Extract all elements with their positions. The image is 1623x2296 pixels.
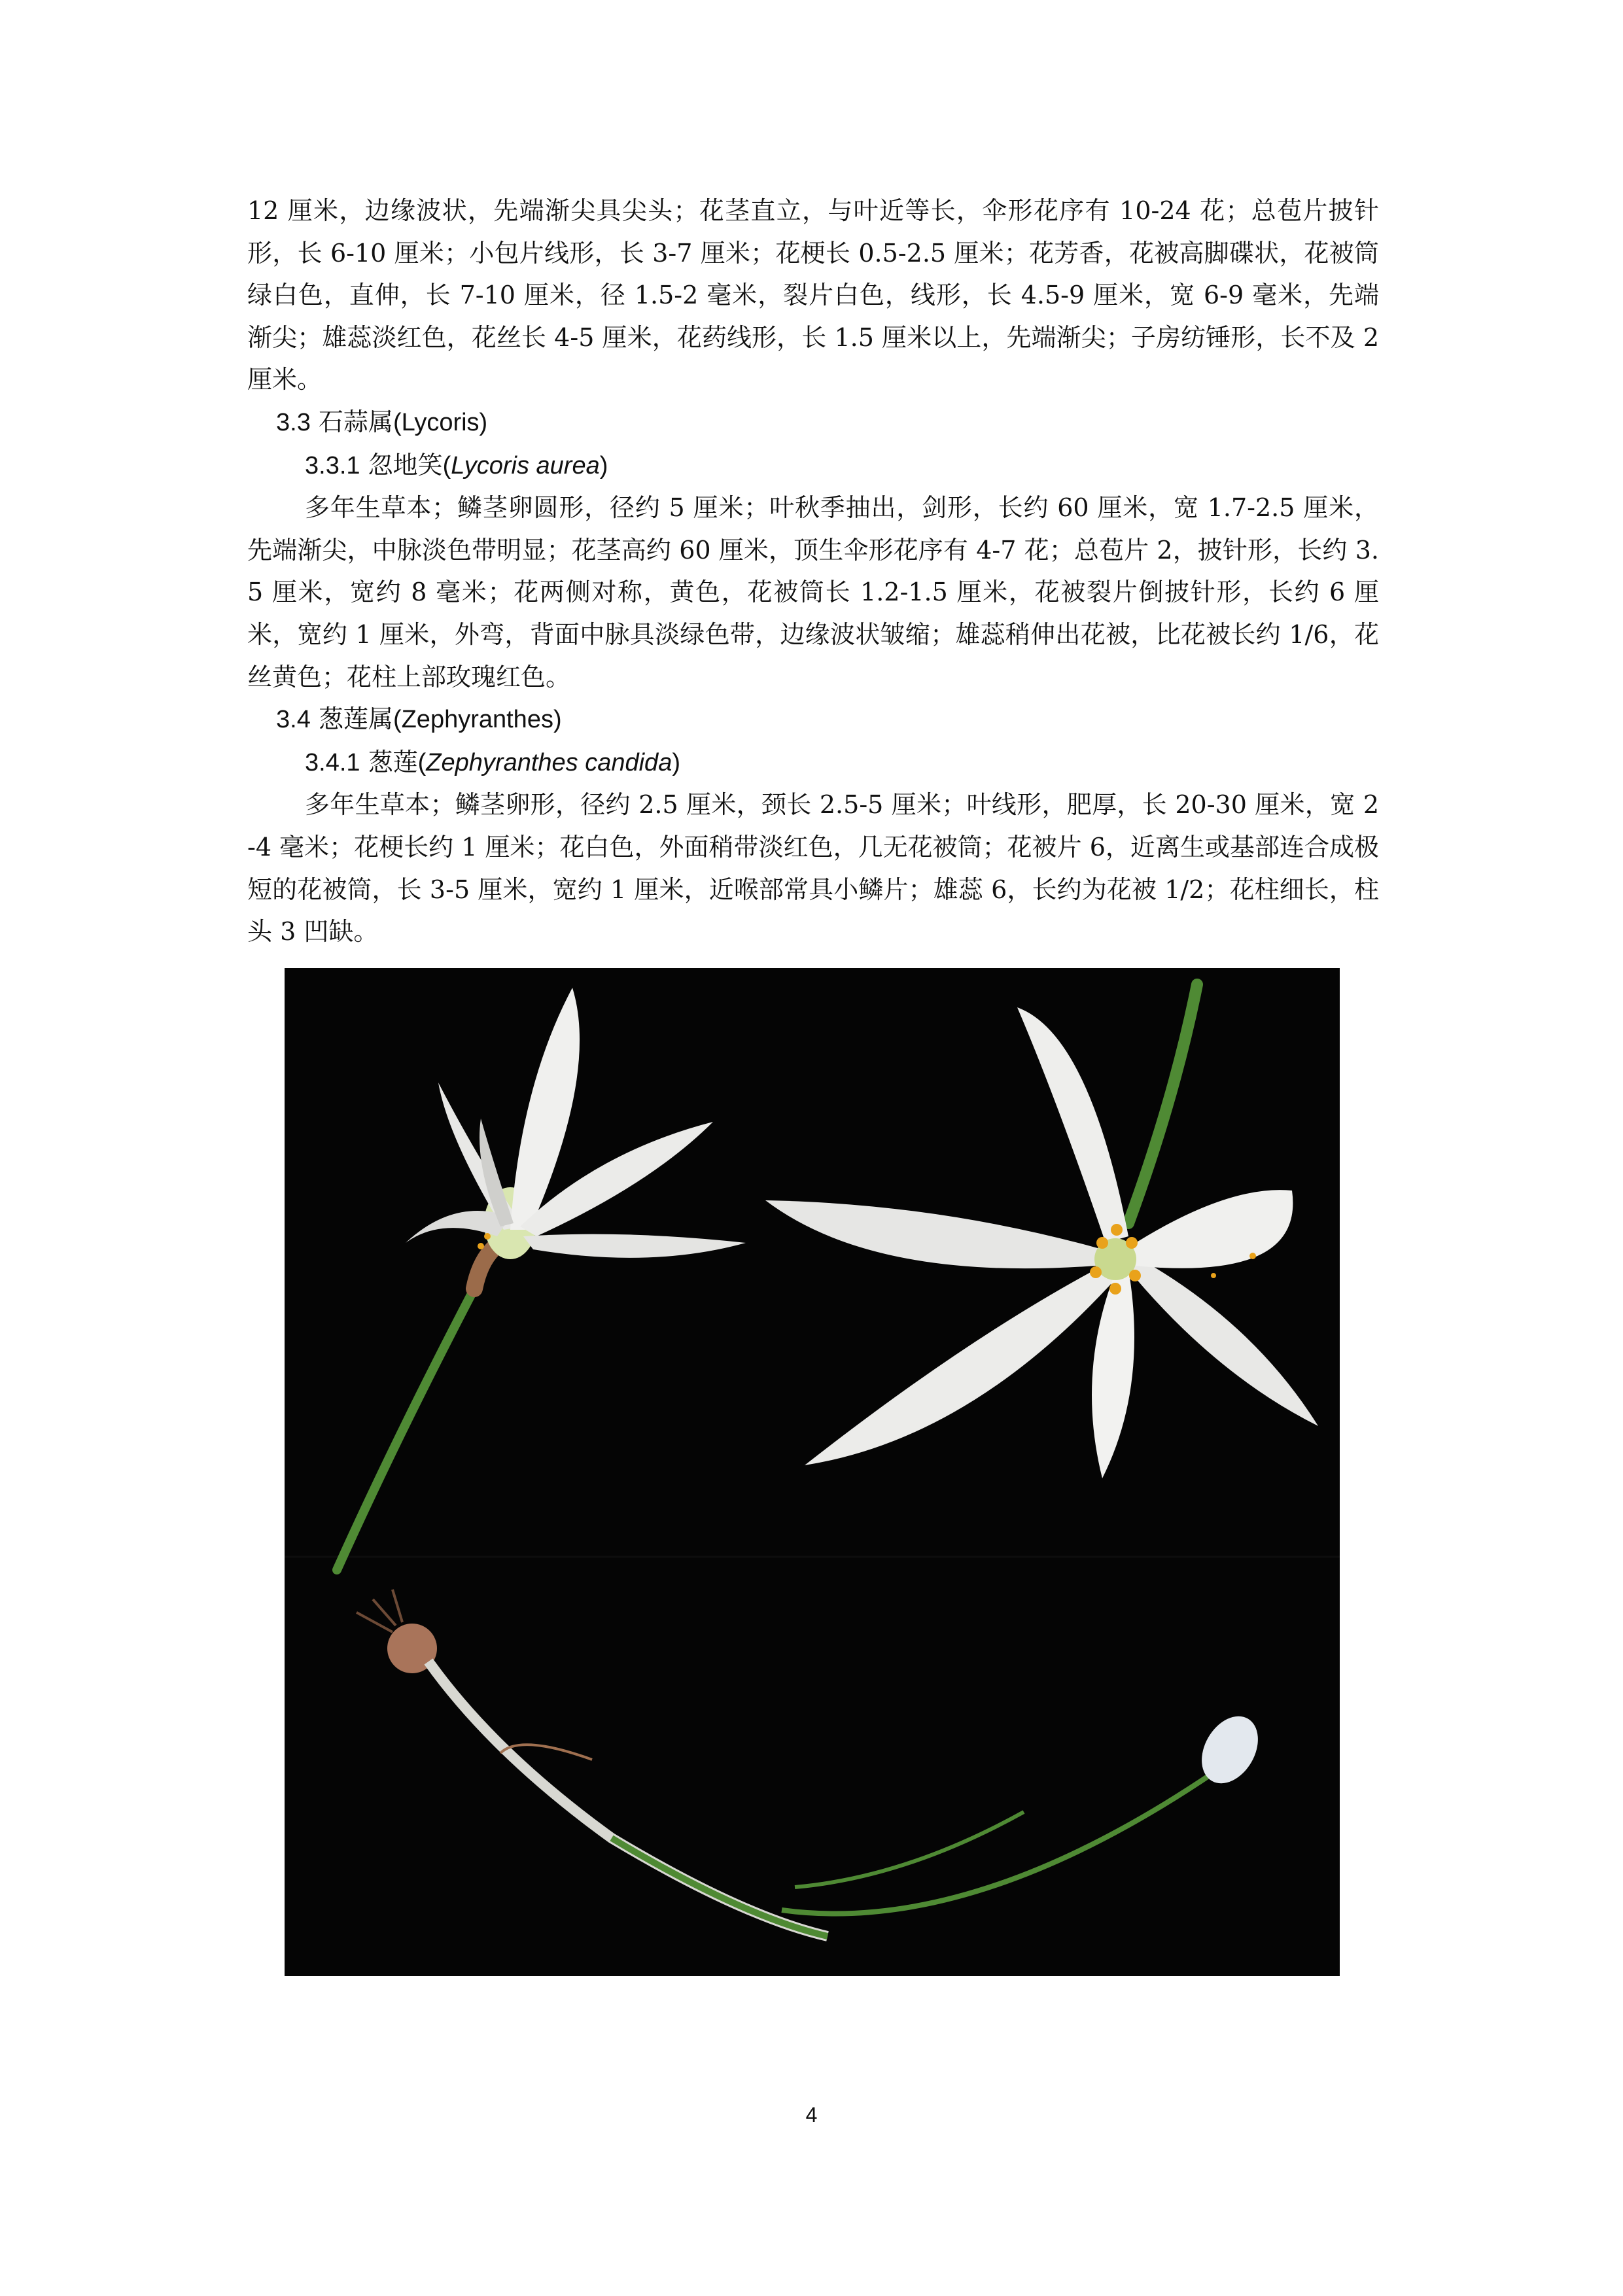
genus-name-latin: (Zephyranthes)	[393, 706, 562, 734]
paragraph-lycoris-aurea: 多年生草本；鳞茎卵圆形，径约 5 厘米；叶秋季抽出，剑形，长约 60 厘米，宽 1.7-2.5 厘米，先端渐尖，中脉淡色带明显；花茎高约 60 厘米，顶生伞形花序有 4-7 花；总苞片 2，披针形，长约 3.5 厘米，宽约 8 毫米；花两侧对称，黄色，花被筒长 1.2-1.5 厘米，花被裂片倒披针形，长约 6 厘米，宽约 1 厘米，外弯，背面中脉具淡绿色带，边缘波状皱缩；雄蕊稍伸出花被，比花被长约 1/6，花丝黄色；花柱上部玫瑰红色。	[247, 493, 1379, 691]
paren-close: )	[672, 748, 680, 776]
section-number: 3.4.1	[305, 748, 360, 776]
species-name-latin: Lycoris aurea	[451, 451, 600, 479]
heading-lycoris-genus	[247, 401, 1379, 444]
paren-open: (	[442, 451, 451, 479]
genus-name-latin: (Lycoris)	[393, 408, 488, 436]
heading-lycoris-aurea	[247, 444, 1379, 487]
paren-open: (	[417, 748, 427, 776]
species-name-cn: 忽地笑	[368, 450, 443, 479]
heading-zephyranthes-genus	[247, 698, 1379, 741]
heading-zephyranthes-candida	[247, 741, 1379, 784]
genus-name-cn: 石蒜属	[318, 407, 393, 436]
paren-close: )	[599, 451, 608, 479]
flower-illustration	[285, 968, 1340, 1976]
body-text	[247, 190, 1379, 953]
paragraph-zephyranthes-candida: 多年生草本；鳞茎卵形，径约 2.5 厘米，颈长 2.5-5 厘米；叶线形，肥厚，长 20-30 厘米，宽 2-4 毫米；花梗长约 1 厘米；花白色，外面稍带淡红色，几无花被筒；花被片 6，近离生或基部连合成极短的花被筒，长 3-5 厘米，宽约 1 厘米，近喉部常具小鳞片；雄蕊 6，长约为花被 1/2；花柱细长，柱头 3 凹缺。	[247, 790, 1379, 947]
paragraph-crinum-continued: 12 厘米，边缘波状，先端渐尖具尖头；花茎直立，与叶近等长，伞形花序有 10-24 花；总苞片披针形，长 6-10 厘米；小包片线形，长 3-7 厘米；花梗长 0.5-2.5 厘米；花芳香，花被高脚碟状，花被筒绿白色，直伸，长 7-10 厘米，径 1.5-2 毫米，裂片白色，线形，长 4.5-9 厘米，宽 6-9 毫米，先端渐尖；雄蕊淡红色，花丝长 4-5 厘米，花药线形，长 1.5 厘米以上，先端渐尖；子房纺锤形，长不及 2 厘米。	[247, 196, 1379, 394]
section-number: 3.3	[276, 408, 311, 436]
species-name-cn: 葱莲	[368, 747, 418, 776]
genus-name-cn: 葱莲属	[318, 704, 393, 734]
species-name-latin: Zephyranthes candida	[426, 748, 672, 776]
section-number: 3.4	[276, 706, 311, 734]
section-number: 3.3.1	[305, 451, 360, 479]
page-number: 4	[805, 2103, 818, 2127]
specimen-photo	[285, 968, 1340, 1976]
